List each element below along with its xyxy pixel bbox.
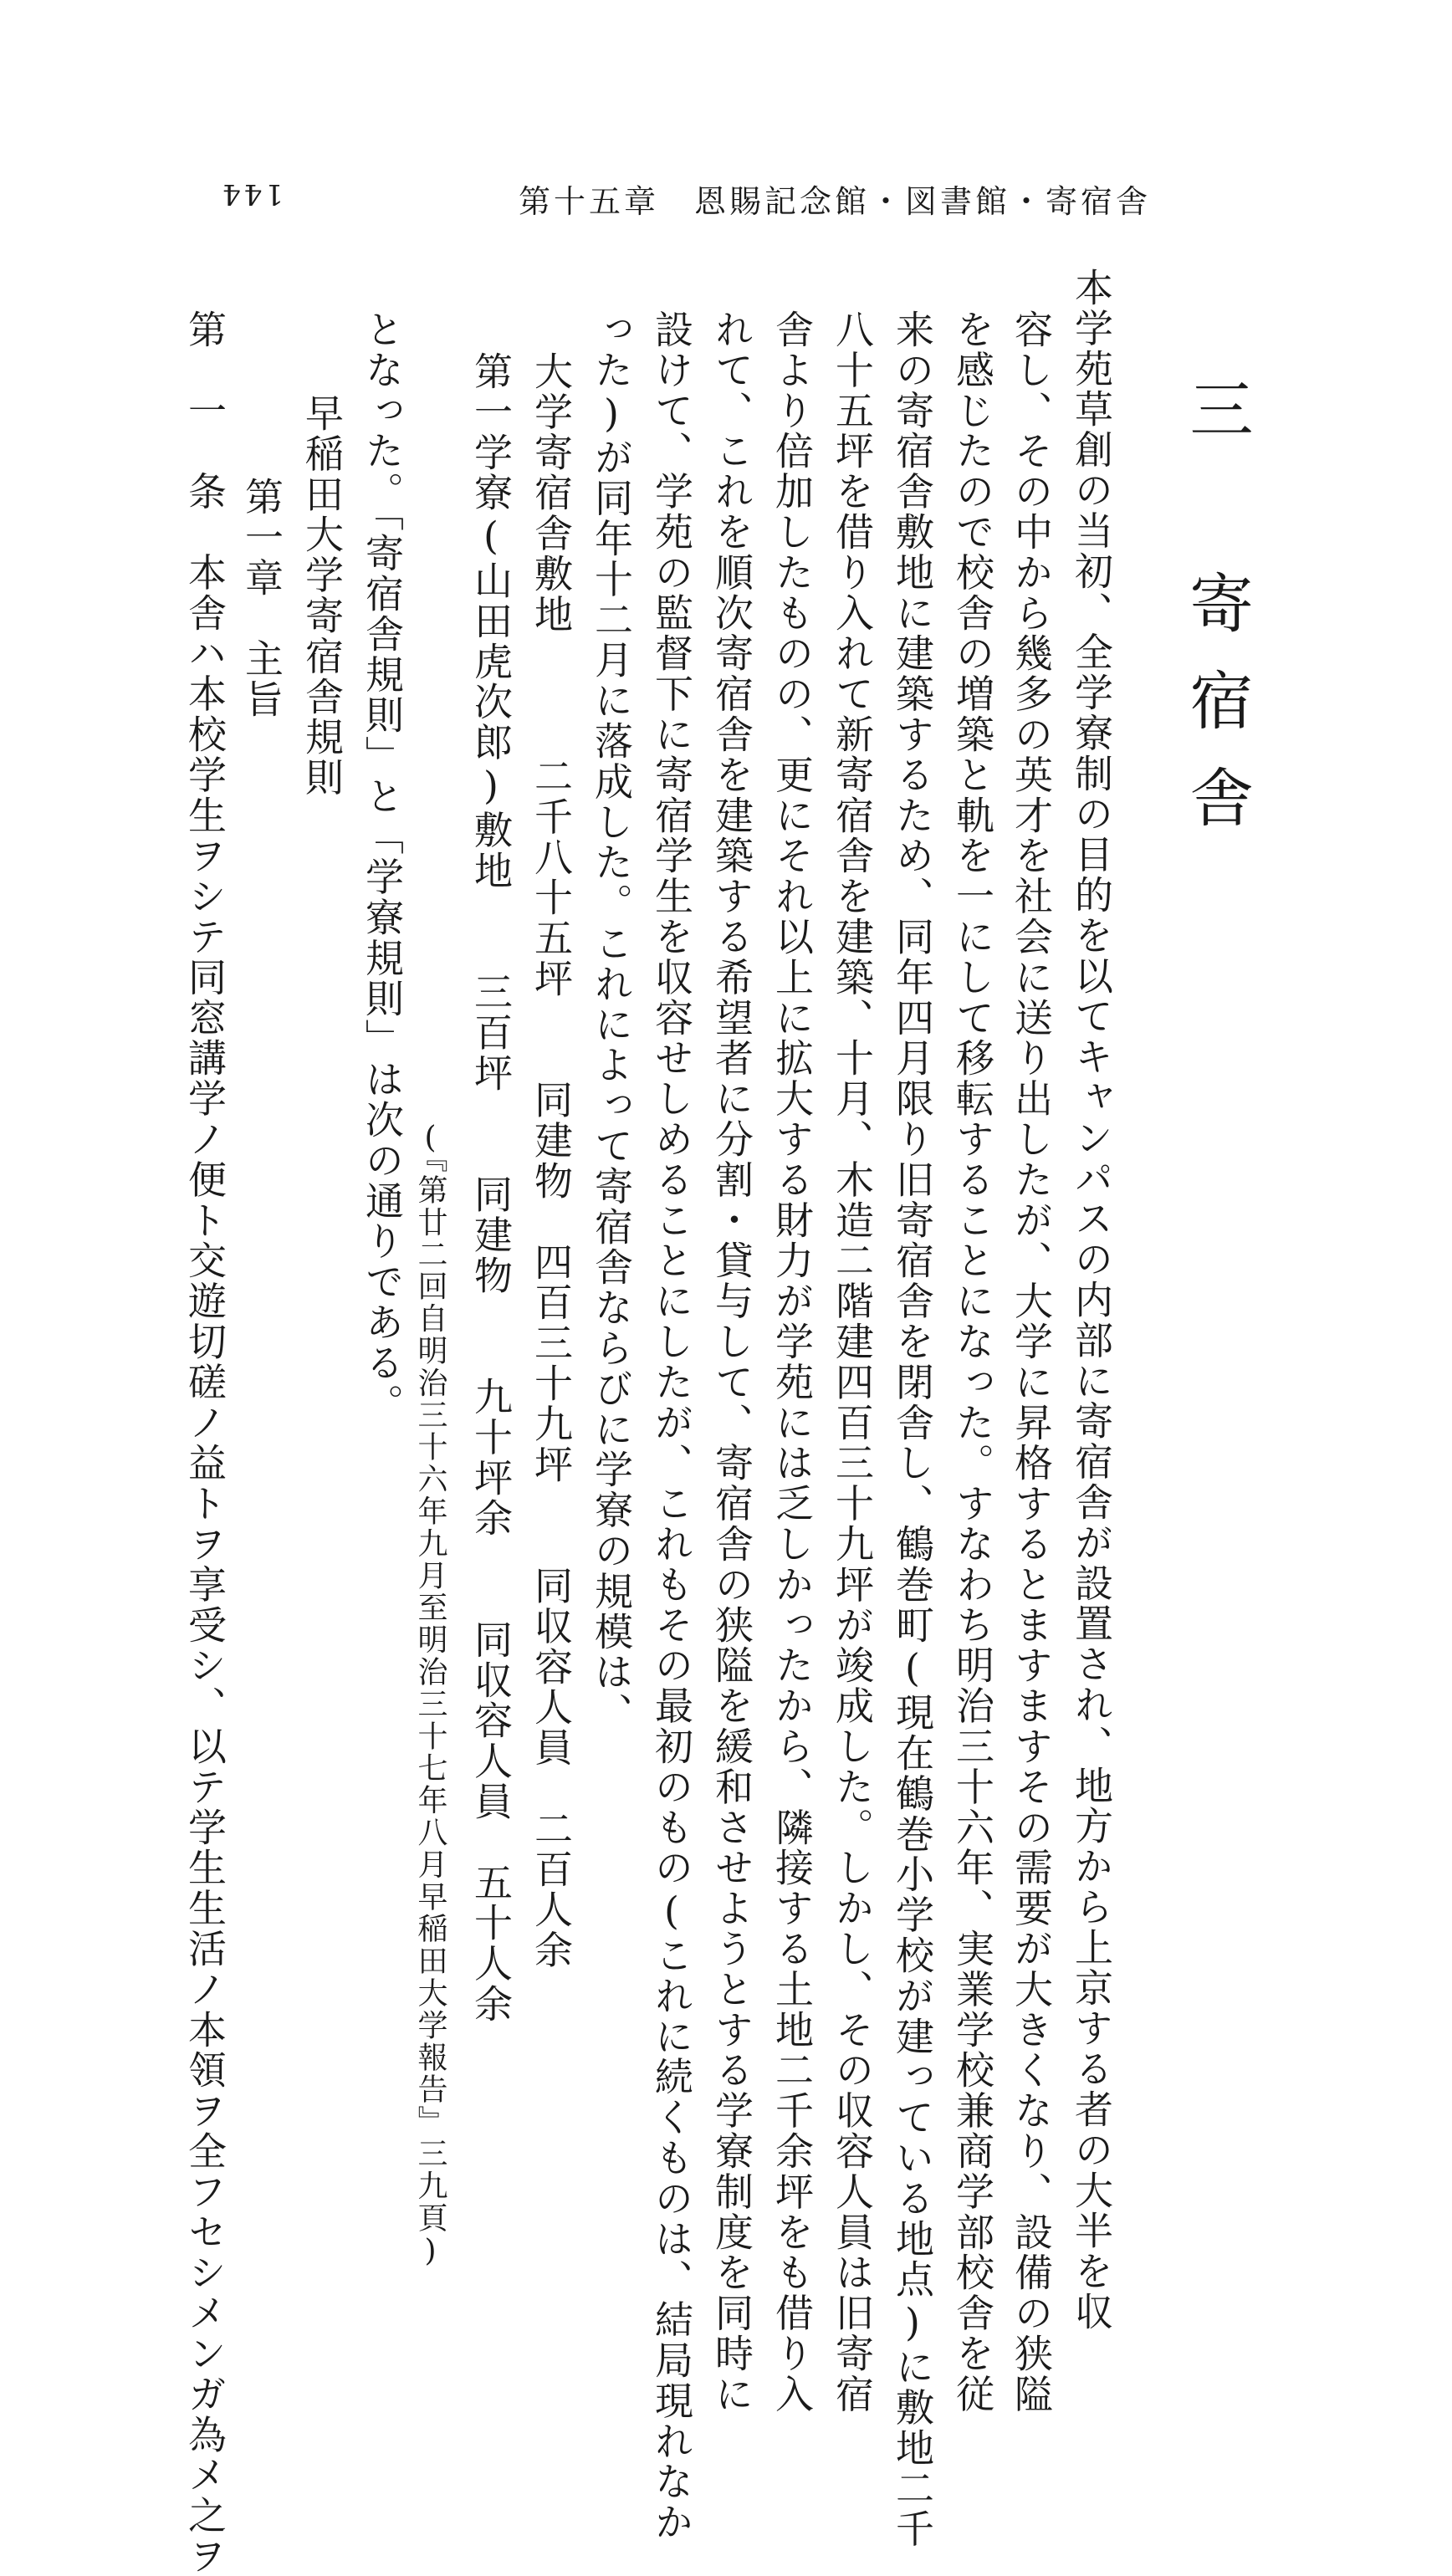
body-column: 舎より倍加したものの、更にそれ以上に拡大する財力が学苑には乏しかったから、隣接する土地二千余坪をも借り入 [769,309,815,2415]
table-source-note: (『第廿二回自明治三十六年九月至明治三十七年八月早稲田大学報告』三九頁) [413,1121,447,2271]
regulation-title: 早稲田大学寄宿舎規則 [299,393,345,798]
body-column: 設けて、学苑の監督下に寄宿学生を収容せしめることにしたが、これもその最初のもの(これに続くものは、結局現れなか [649,309,694,2543]
regulation-article: 第 一 条 本舎ハ本校学生ヲシテ同窓講学ノ便ト交遊切磋ノ益トヲ享受シ、以テ学生生活ノ本領ヲ全フセシメンガ為メ之ヲ [182,309,228,2576]
body-column: となった。「寄宿舎規則」と「学寮規則」は次の通りである。 [360,309,405,1424]
table-row: 第一学寮(山田虎次郎)敷地 三百坪 同建物 九十坪余 同収容人員 五十人余 [468,351,514,2025]
body-column: 来の寄宿舎敷地に建築するため、同年四月限り旧寄宿舎を閉舎し、鶴巻町(現在鶴巻小学校が建っている地点)に敷地二千 [890,309,935,2549]
regulation-chapter: 第一章 主旨 [239,477,284,720]
body-column: を感じたので校舎の増築と軌を一にして移転することになった。すなわち明治三十六年、実業学校兼商学部校舎を従 [950,309,995,2415]
section-title: 三 寄宿舎 [1179,376,1254,861]
table-row: 大学寄宿舎敷地 二千八十五坪 同建物 四百三十九坪 同収容人員 二百人余 [529,351,574,1970]
body-column: った)が同年十二月に落成した。これによって寄宿舎ならびに学寮の規模は、 [589,309,634,1733]
page-number: 144 [219,177,284,211]
body-column: 本学苑草創の当初、全学寮制の目的を以てキャンパスの内部に寄宿舎が設置され、地方から上京する者の大半を収 [1069,268,1114,2333]
body-column: 八十五坪を借り入れて新寄宿舎を建築、十月、木造二階建四百三十九坪が竣成した。しかし、その収容人員は旧寄宿 [830,309,875,2415]
body-column: 容し、その中から幾多の英才を社会に送り出したが、大学に昇格するとますますその需要が大きくなり、設備の狭隘 [1009,309,1054,2415]
running-head: 第十五章 恩賜記念館・図書館・寄宿舎 [519,183,1152,220]
body-column: れて、これを順次寄宿舎を建築する希望者に分割・貸与して、寄宿舎の狭隘を緩和させようとする学寮制度を同時に [709,309,754,2415]
